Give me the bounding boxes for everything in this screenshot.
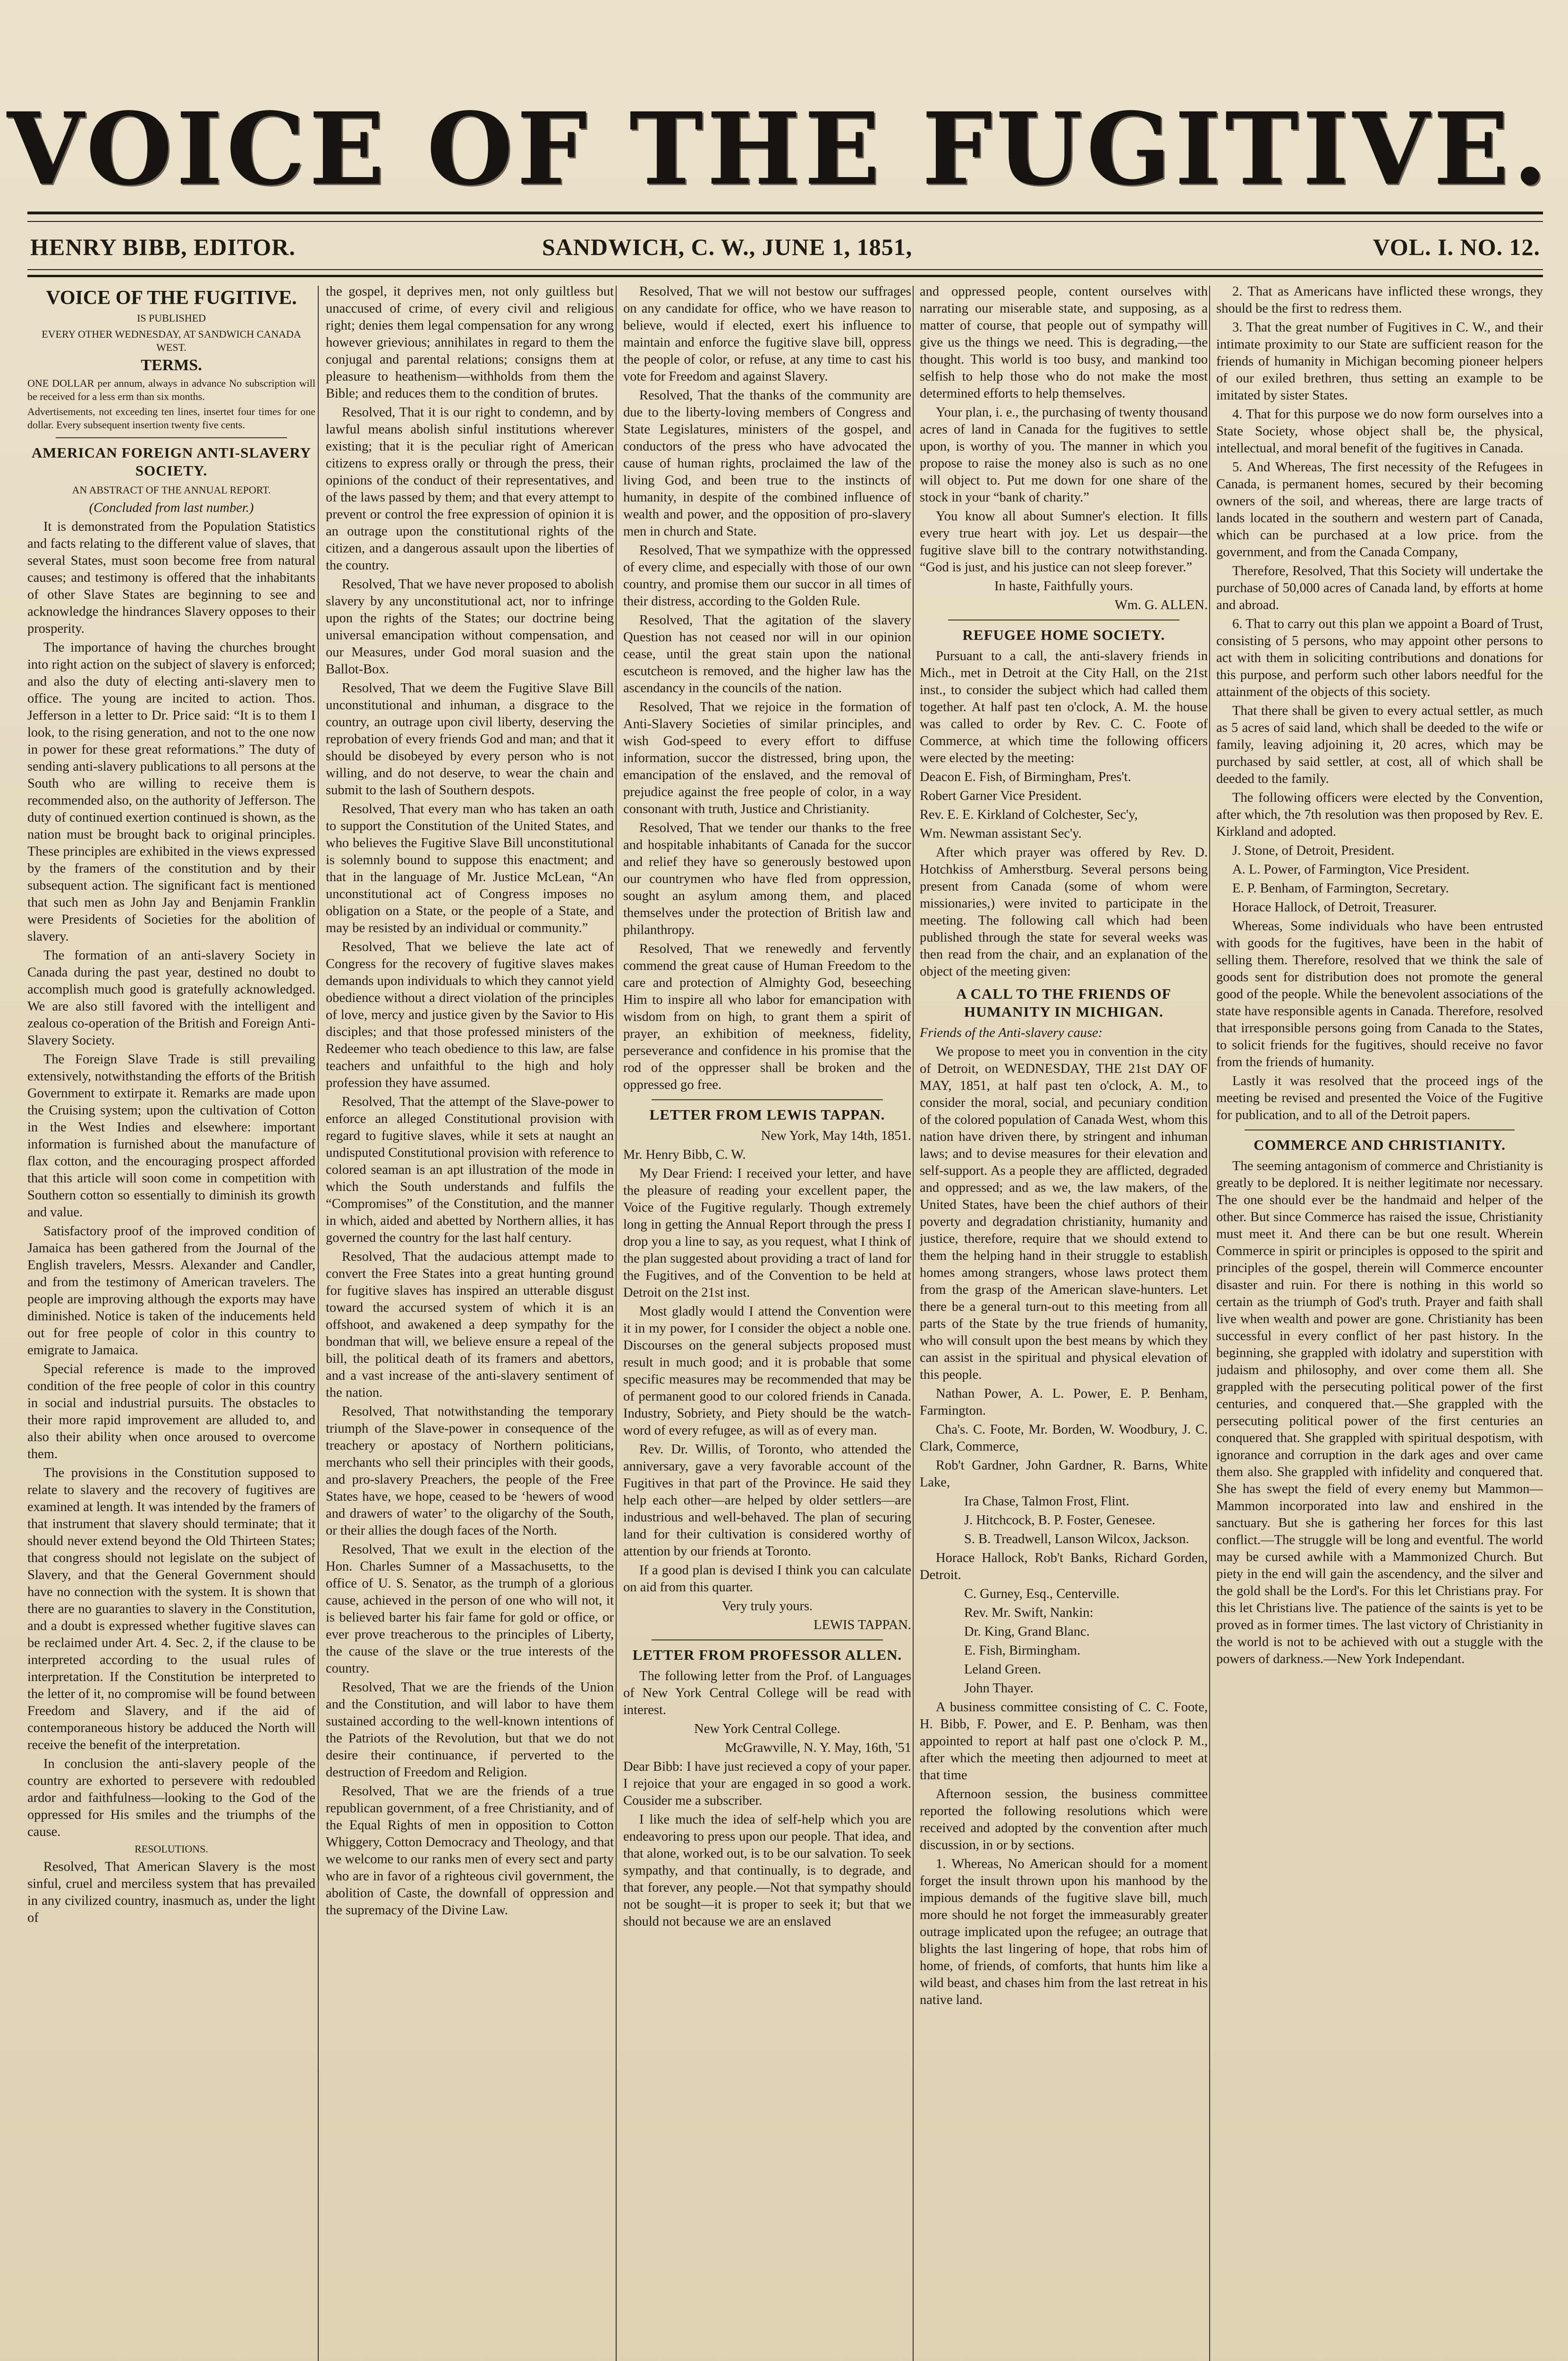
resolution: Resolved, That the audacious attempt made to convert the Free States into a great hunting ground for fugitive slaves has inspired an utterable disgust toward the accursed system of which it is an offshoot, and awakened a deep sympathy for the bondman that will, we believe ensure a repeal of the bill, the political death of its framers and abettors, and a vast increase of the anti-slavery sentiment of the nation.	[326, 1249, 614, 1400]
college-name: New York Central College.	[694, 1722, 840, 1736]
resolution: Resolved, That the thanks of the community are due to the liberty-loving members of Congress and State Legislatures, ministers of the gospel, and conductors of the press who have advocated the cause of human rights, proclaimed the law of the living God, and been true to the instincts of humanity, in despite of the combined influence of wealth and power, and the opposition of pro-slavery men in church and State.	[623, 388, 911, 539]
paragraph: Dear Bibb: I have just recieved a copy of your paper. I rejoice that your are engaged in so good a work. Cousider me a subscriber.	[623, 1759, 911, 1808]
letter-date: New York, May 14th, 1851.	[761, 1129, 911, 1143]
resolution: 2. That as Americans have inflicted these wrongs, they should be the first to redress them.	[1216, 284, 1543, 316]
letter-signature: Wm. G. ALLEN.	[1114, 598, 1208, 612]
resolution: Resolved, That notwithstanding the temporary triumph of the Slave-power in consequence of the treachery or apostacy of Northern politicians, merchants who sell their principles with their goods, and pro-slavery Preachers, the people of the Free States have, we hope, ceased to be ‘hewers of wood and drawers of water’ to the oligarchy of the South, or their allies the dough faces of the North.	[326, 1404, 614, 1538]
divider	[652, 1639, 883, 1640]
paragraph: The importance of having the churches brought into right action on the subject of slavery is enforced; and also the duty of electing anti-slavery men to office. The young are incited to action. Thos. Jefferson in a letter to Dr. Price said: “It is to them I look, to the rising generation, and not to the one now in power for these great reformations.” The duty of sending anti-slavery publications to all persons at the South who are willing to receive them is recommended also, on the authority of Jefferson. The duty of continued exertion continued is shown, as the nation must be brought back to original principles. These principles are exhibited in the views expressed by the framers of the constitution and by their subsequent action. The significant fact is mentioned that such men as John Jay and Benjamin Franklin were Presidents of Societies for the abolition of slavery.	[27, 640, 315, 944]
resolution: Resolved, That we renewedly and fervently commend the great cause of Human Freedom to the care and protection of Almighty God, beseeching Him to inspire all who labor for emancipation with wisdom from on high, to grant them a spirit of prayer, an exhibition of meekness, fidelity, perseverance and confidence in his promise that the rod of the oppresser shall be broken and the oppressed go free.	[623, 942, 911, 1092]
paragraph: After which prayer was offered by Rev. D. Hotchkiss of Amherstburg. Several persons being present from Canada (some of whom were missionaries,) were invited to participate in the meeting. The following call which had been published through the state for several weeks was then read from the chair, and an explanation of the object of the meeting given:	[920, 845, 1208, 979]
signatory-line: Horace Hallock, Rob't Banks, Richard Gorden, Detroit.	[920, 1551, 1208, 1582]
letter-title: LETTER FROM PROFESSOR ALLEN.	[632, 1647, 902, 1663]
signatory-line: E. Fish, Birmingham.	[964, 1643, 1081, 1658]
paragraph: In conclusion the anti-slavery people of the country are exhorted to persevere with redoubled ardor and faithfulness—looking to the God of the oppressed for His smiles and the triumphs of the cause.	[27, 1757, 315, 1839]
resolution: Resolved, That the attempt of the Slave-power to enforce an alleged Constitutional provision with regard to fugitive slaves, while it sets at naught an undisputed Constitutional provision with reference to colored seaman is an apt illustration of the mode in which the South understands and fulfils the “Compromises” of the Constitution, and the manner in which, aided and abetted by Northern allies, it has governed the country for the last half century.	[326, 1095, 614, 1245]
paragraph: Lastly it was resolved that the proceed ings of the meeting be revised and presented the Voice of the Fugitive for publication, and to all of the Detroit papers.	[1216, 1074, 1543, 1122]
paragraph: the gospel, it deprives men, not only guiltless but unaccused of crime, of every civil and religious right; denies them legal compensation for any wrong however grievious; annihilates in regard to them the conjugal and parental relations; consigns them at pleasure to heathenism—withholds from them the Bible; and reduces them to the condition of brutes.	[326, 284, 614, 401]
column-divider	[913, 286, 914, 2361]
resolution: Resolved, That the agitation of the slavery Question has not ceased nor will in our opinion cease, until the great stain upon the national escutcheon is removed, and the higher law has the ascendancy in the councils of the nation.	[623, 613, 911, 696]
paragraph: A business committee consisting of C. C. Foote, H. Bibb, F. Power, and E. P. Benham, was then appointed to report at half past one o'clock P. M., after which the meeting then adjourned to meet at that time	[920, 1700, 1208, 1783]
resolution: Resolved, That we rejoice in the formation of Anti-Slavery Societies of similar principles, and wish God-speed to every effort to diffuse information, succor the distressed, bring upon, the emancipation of the enslaved, and the removal of prejudice against the free people of color, in a way consonant with truth, Justice and Christianity.	[623, 700, 911, 816]
resolution: Resolved, That we have never proposed to abolish slavery by any unconstitutional act, nor to infringe upon the rights of the States; our doctrine being universal emancipation without compensation, and our Measures, under God moral suasion and the Ballot-Box.	[326, 577, 614, 677]
signatory-line: Nathan Power, A. L. Power, E. P. Benham, Farmington.	[920, 1386, 1208, 1418]
letter-signature: LEWIS TAPPAN.	[814, 1618, 911, 1632]
article-subtitle: AN ABSTRACT OF THE ANNUAL REPORT.	[72, 484, 271, 496]
paragraph: The seeming antagonism of commerce and Christianity is greatly to be deplored. It is neither legitimate nor necessary. The one should ever be the handmaid and helper of the other. But since Commerce has raised the issue, Christianity must meet it. And there can be but one result. Wherein Commerce in spirit or principles is opposed to the spirit and principles of the gospel, therein will Commerce encounter disaster and ruin. For there is nothing in this world so certain as the triumph of God's truth. Prayer and faith shall live when wealth and power are gone. Christianity has been successful in every conflict of her past history. In the beginning, she grappled with idolatry and superstition with judaism and philosophy, and over come them all. She grappled with the persecuting political power of the first centuries, and conquered that.—She grappled with the persecuting political power of the first centuries an conquered that. She grappled with spiritual despotism, with ignorance and corruption in the dark ages and over came them also. She grappled with infidelity and conquered that. She has swept the field of every enemy but Mammon—Mammon incorporated into law and enshired in the sanctuary. But she is gathering her forces for this last conflict.—The struggle will be long and eventful. The world may be cursed awhile with a Mammonized Church. But piety in the end will gain the ascendency, and the silver and the gold shall be the Lord's. For this let Christians pray. For this let Christians live. The patience of the saints is yet to be proved as in former times. The last victory of Christianity in the world is not to be achieved with out a stuggle with the powers of darkness.—New York Independant.	[1216, 1159, 1543, 1666]
column-divider	[1209, 286, 1210, 2361]
paragraph: If a good plan is devised I think you can calculate on aid from this quarter.	[623, 1563, 911, 1595]
paragraph: 1. Whereas, No American should for a moment forget the insult thrown upon his manhood by the impious demands of the fugitive slave bill, much more should he not forget the immeasurably greater outrage implicated upon the refugee; an outrage that blights the last lingering of hope, that robs him of home, of friends, of comforts, that hunts him like a wild beast, and chases him from the last retreat in his native land.	[920, 1857, 1208, 2007]
signatory-line: C. Gurney, Esq., Centerville.	[964, 1587, 1120, 1601]
resolution: 3. That the great number of Fugitives in C. W., and their intimate proximity to our State are sufficient reason for the friends of humanity in Michigan becoming pioneer helpers of our exiled brethren, thus setting an example to be imitated by sister States.	[1216, 320, 1543, 403]
resolution: Resolved, That it is our right to condemn, and by lawful means abolish sinful institutions wherever existing; that it is the peculiar right of American citizens to express orally or through the press, their opinions of the conduct of their representatives, and of the laws passed by them; and that every attempt to prevent or control the free expression of opinion it is an outrage upon the constitutional rights of the citizen, and a dangerous assault upon the liberties of the country.	[326, 405, 614, 573]
letter-title: LETTER FROM LEWIS TAPPAN.	[649, 1106, 885, 1123]
paragraph: You know all about Sumner's election. It fills every true heart with joy. Let us despair—the fugitive slave bill to the contrary notwithstanding. “God is just, and his justice can not sleep forever.”	[920, 509, 1208, 575]
signatory-line: J. Hitchcock, B. P. Foster, Genesee.	[964, 1513, 1155, 1528]
dateline-rule-thin	[27, 269, 1543, 270]
resolution: 4. That for this purpose we do now form ourselves into a State Society, whose object shall be, the physical, intellectual, and moral benefit of the fugitives in Canada.	[1216, 407, 1543, 456]
resolution: Resolved, That we are the friends of a true republican government, of a free Christianity, and of the Equal Rights of men in opposition to Cotton Whiggery, Cotton Democracy and Theology, and that we welcome to our ranks men of every sect and party who are in favor of a righteous civil government, the abolition of Caste, the downfall of oppression and the supremacy of the Divine Law.	[326, 1784, 614, 1918]
column-divider	[318, 286, 319, 2361]
paragraph: and oppressed people, content ourselves with narrating our miserable state, and supposing, as a matter of course, that people out of sympathy will give us the things we need. This is degrading,—the thought. This world is too busy, and mankind too selfish to help those who do not make the most determined efforts to help themselves.	[920, 284, 1208, 401]
paragraph: Resolved, That American Slavery is the most sinful, cruel and merciless system that has prevailed in any civilized country, inasmuch as, under the light of	[27, 1860, 315, 1925]
signatory-line: Leland Green.	[964, 1662, 1041, 1677]
paragraph: Whereas, Some individuals who have been entrusted with goods for the fugitives, have been in the habit of selling them. Therefore, resolved that we think the sale of goods sent for distribution does not promote the general good of the people. While the benevolent associations of the state have responsible agents in Canada. Therefore, resolved that irresponsible persons going from Canada to the States, to solicit friends for the fugitives, should receive no favor from the friends of humanity.	[1216, 919, 1543, 1070]
column-divider	[616, 286, 617, 2361]
officer-line: A. L. Power, of Farmington, Vice President.	[1232, 862, 1470, 877]
place-date: SANDWICH, C. W., JUNE 1, 1851,	[542, 234, 913, 260]
publication-title: VOICE OF THE FUGITIVE.	[46, 287, 297, 309]
terms-text: ONE DOLLAR per annum, always in advance No subscription will be received for a less erm than six months.	[27, 377, 315, 402]
signatory-line: S. B. Treadwell, Lanson Wilcox, Jackson.	[964, 1532, 1189, 1546]
paragraph: The formation of an anti-slavery Society in Canada during the past year, destined no doubt to accomplish much good is gratefully acknowledged. We are also still favored with the intelligent and zealous co-operation of the British and Foreign Anti-Slavery Society.	[27, 948, 315, 1048]
signatory-line: Ira Chase, Talmon Frost, Flint.	[964, 1494, 1129, 1509]
paragraph: Rev. Dr. Willis, of Toronto, who attended the anniversary, gave a very favorable account of the Fugitives in that part of the Province. He said they help each other—are helped by older settlers—are industrious and well-behaved. The plan of securing land for their cultivation is considered worthy of attention by our friends at Toronto.	[623, 1442, 911, 1559]
dateline-rule	[27, 275, 1543, 277]
officer-line: E. P. Benham, of Farmington, Secretary.	[1232, 881, 1449, 896]
column-2	[326, 283, 614, 2361]
masthead-rule-thin	[27, 221, 1543, 222]
officer-line: Deacon E. Fish, of Birmingham, Pres't.	[920, 770, 1131, 784]
officer-line: Robert Garner Vice President.	[920, 789, 1082, 803]
signatory-line: John Thayer.	[964, 1681, 1034, 1696]
officer-line: Rev. E. E. Kirkland of Colchester, Sec'y,	[920, 807, 1138, 822]
resolution: 6. That to carry out this plan we appoint a Board of Trust, consisting of 5 persons, who may appoint other persons to act with them in soliciting contributions and donations for this purpose, and perform such other labors needful for the attainment of the objects of this society.	[1216, 617, 1543, 699]
dateline	[27, 230, 1543, 263]
column-5	[1216, 283, 1543, 2361]
paragraph: Pursuant to a call, the anti-slavery friends in Mich., met in Detroit at the City Hall, on the 21st inst., to consider the subject which had called them together. At half past ten o'clock, A. M. the house was called to order by Rev. C. C. Foote of Commerce, at which time the following officers were elected by the meeting:	[920, 649, 1208, 765]
article-title: COMMERCE AND CHRISTIANITY.	[1254, 1137, 1506, 1153]
resolutions-heading: RESOLUTIONS.	[135, 1843, 208, 1855]
paragraph: We propose to meet you in convention in the city of Detroit, on WEDNESDAY, THE 21st DAY OF MAY, 1851, at half past ten o'clock, A. M., to consider the moral, social, and pecuniary condition of the colored population of Canada West, whom this nation have driven there, by stringent and inhuman laws; and to devise measures for their elevation and self-support. As a people they are afflicted, degraded and oppressed; and as we, the law makers, of the United States, have been the chief authors of their poverty and degradation christianity, humanity and justice, therefore, require that we should extend to them the helping hand in their struggle to establish homes among strangers, whose laws protect them from the grasp of the American slave-hunters. Let there be a general turn-out to this meeting from all parts of the State by the true friends of humanity, who will consult upon the best means by which they can assist in the spiritual and physical elevation of this people.	[920, 1045, 1208, 1382]
publication-schedule: EVERY OTHER WEDNESDAY, AT SANDWICH CANADA WEST.	[42, 328, 301, 353]
column-1	[27, 283, 315, 2361]
continuation-note: (Concluded from last number.)	[89, 501, 254, 515]
resolution: Resolved, That we will not bestow our suffrages on any candidate for office, who we have reason to believe, would if elected, exert his influence to maintain and enforce the fugitive slave bill, oppress the people of color, or refuse, at any time to cast his vote for Freedom and against Slavery.	[623, 284, 911, 384]
officer-line: Wm. Newman assistant Sec'y.	[920, 826, 1082, 841]
signatory-line: Cha's. C. Foote, Mr. Borden, W. Woodbury, J. C. Clark, Commerce,	[920, 1422, 1208, 1454]
masthead-rule	[27, 212, 1543, 214]
resolution: Resolved, That every man who has taken an oath to support the Constitution of the United States, and who believes the Fugitive Slave Bill unconstitutional is solemnly bound to suppose this enactment; and that in the language of Mr. Justice McLean, “An unconstitutional act of Congress imposes no obligation on a State, or the people of a State, and may be resisted by an individual or community.”	[326, 802, 614, 935]
resolution: Resolved, That we exult in the election of the Hon. Charles Sumner of a Massachusetts, to the office of U. S. Senator, as the trumph of a glorious cause, achieved in the person of one who will not, it is believed barter his fair fame for gold or office, or ever prove treacherous to the principles of Liberty, the cause of the slave or the true interests of the country.	[326, 1542, 614, 1676]
resolution: 5. And Whereas, The first necessity of the Refugees in Canada, is permanent homes, secured by their becoming owners of the soil, and whereas, there are large tracts of lands located in the southern and western part of Canada, which can be purchased at a low price. from the government, and from the Canada Company,	[1216, 460, 1543, 560]
salutation: Friends of the Anti-slavery cause:	[920, 1026, 1103, 1040]
resolution: Resolved, That we deem the Fugitive Slave Bill unconstitutional and inhuman, a disgrace to the country, an outrage upon civil liberty, deserving the reprobation of every friends God and man; and that it should be disobeyed by every person who is not willing, and do not deserve, to wear the chain and submit to the lash of Southern despots.	[326, 681, 614, 798]
letter-recipient: Mr. Henry Bibb, C. W.	[623, 1147, 746, 1162]
paragraph: The following letter from the Prof. of Languages of New York Central College will be read with interest.	[623, 1669, 911, 1717]
paragraph: It is demonstrated from the Population Statistics and facts relating to the different value of slaves, that several States, must soon become free from natural causes; and testimony is offered that the inhabitants of other Slave States are beginning to see and acknowledge the hindrances Slavery opposes to their prosperity.	[27, 519, 315, 636]
resolution: Resolved, That we tender our thanks to the free and hospitable inhabitants of Canada for the succor and relief they have so generously bestowed upon our countrymen who have fled from oppression, sought an asylum among them, and placed themselves under the protection of British law and philanthropy.	[623, 821, 911, 937]
paragraph: Most gladly would I attend the Convention were it in my power, for I consider the object a noble one. Discourses on the general subjects proposed must result in much good; and it is probable that some specific measures may be recommended that may be of permanent good to our colored friends in Canada. Industry, Sobriety, and Piety should be the watch-word of every refugee, as will as of every man.	[623, 1304, 911, 1438]
masthead-title: VOICE OF THE FUGITIVE.	[7, 90, 1551, 207]
resolution: That there shall be given to every actual settler, as much as 5 acres of said land, which shall be deeded to the wife or family, leaving adjoining it, 20 acres, which may be purchased by said settler, at cost, all of which shall be deeded to the family.	[1216, 704, 1543, 786]
section-title: A CALL TO THE FRIENDS OF HUMANITY IN MICHIGAN.	[956, 985, 1171, 1020]
paragraph: Special reference is made to the improved condition of the free people of color in this country in social and industrial pursuits. The obstacles to their more rapid improvement are alluded to, and also their ability when once aroused to overcome them.	[27, 1362, 315, 1461]
column-4	[920, 283, 1208, 2361]
terms-heading: TERMS.	[141, 357, 202, 374]
paragraph: The Foreign Slave Trade is still prevailing extensively, notwithstanding the efforts of the British Government to extirpate it. Remarks are made upon the Cruising system; upon the cultivation of Cotton in the West Indies and elsewhere: important information is furnished about the manufacture of flax cotton, and the encouraging prospect afforded that this article will soon come in competition with Southern cotton so essentially to diminish its growth and value.	[27, 1052, 315, 1220]
paragraph: The provisions in the Constitution supposed to relate to slavery and the recovery of fugitives are examined at length. It was intended by the framers of that instrument that slavery should terminate; that it should never extend beyond the Old Thirteen States; that congress should not legislate on the subject of Slavery, and that the General Government should have no connection with the system. It is shown that there are no guaranties to slavery in the Constitution, and a doubt is expressed whether fugitive slaves can be reclaimed under Art. 4. Sec. 2, if the clause to be interpreted according to the usual rules of interpretation. If the Constitution be interpreted to the letter of it, no compromise will be found between Freedom and Slavery, and if the aid of contemporaneous history be adduced the North will receive the benefit of the interpretation.	[27, 1466, 315, 1752]
column-3	[623, 283, 911, 2361]
officer-line: Horace Hallock, of Detroit, Treasurer.	[1232, 900, 1437, 915]
article-title: REFUGEE HOME SOCIETY.	[962, 627, 1165, 643]
paragraph: I like much the idea of self-help which you are endeavoring to press upon our people. That idea, and that alone, worked out, is to be our salvation. To seek sympathy, and that continually, is to degrade, and that forever, any people.—Not that sympathy should not be sought—it is proper to seek it; but that we should not because we are an enslaved	[623, 1812, 911, 1929]
signatory-line: Dr. King, Grand Blanc.	[964, 1624, 1090, 1639]
paragraph: Your plan, i. e., the purchasing of twenty thousand acres of land in Canada for the fugitives to settle upon, is worthy of you. The manner in which you propose to raise the money also is such as no one will object to. Put me down for one share of the stock in your “bank of charity.”	[920, 405, 1208, 505]
paragraph: My Dear Friend: I received your letter, and have the pleasure of reading your excellent paper, the Voice of the Fugitive regularly. Though extremely long in getting the Annual Report through the press I drop you a line to say, as you request, what I think of the plan suggested about providing a tract of land for the Fugitives, and of the Convention to be held at Detroit on the 21st inst.	[623, 1166, 911, 1300]
signatory-line: Rob't Gardner, John Gardner, R. Barns, White Lake,	[920, 1458, 1208, 1490]
editor-name: HENRY BIBB, EDITOR.	[30, 234, 296, 260]
paragraph: The following officers were elected by the Convention, after which, the 7th resolution was then proposed by Rev. E. Kirkland and adopted.	[1216, 790, 1543, 839]
volume-number: VOL. I. NO. 12.	[1373, 234, 1540, 260]
resolution: Resolved, That we are the friends of the Union and the Constitution, and will labor to have them sustained according to the well-known intentions of the Patriots of the Revolution, but that we do not desire their continuance, if perverted to the destruction of Freedom and Religion.	[326, 1680, 614, 1780]
letter-date: McGrawville, N. Y. May, 16th, '51	[725, 1741, 911, 1755]
letter-closing: Very truly yours.	[721, 1599, 813, 1614]
published-label: IS PUBLISHED	[136, 312, 206, 324]
article-title: AMERICAN FOREIGN ANTI-SLAVERY SOCIETY.	[31, 444, 312, 479]
resolution: Resolved, That we sympathize with the oppressed of every clime, and especially with those of our own country, and promise them our succor in all times of their distress, according to the Golden Rule.	[623, 543, 911, 609]
officer-line: J. Stone, of Detroit, President.	[1232, 843, 1395, 858]
divider	[652, 1099, 883, 1100]
paragraph: Afternoon session, the business committee reported the following resolutions which were received and adopted by the convention after much discussion, in or by sections.	[920, 1787, 1208, 1852]
paragraph: Satisfactory proof of the improved condition of Jamaica has been gathered from the Journal of the English travelers, Messrs. Alexander and Candler, and from the testimony of American travelers. The people are improving although the exports may have diminished. Notice is taken of the inducements held out for free people of color in this country to emigrate to Jamaica.	[27, 1224, 315, 1358]
advertising-terms: Advertisements, not exceeding ten lines, insertet four times for one dollar. Every subsequent insertion twenty five cents.	[27, 406, 315, 431]
letter-closing: In haste, Faithfully yours.	[994, 579, 1133, 594]
masthead	[7, 90, 1551, 208]
resolution: Resolved, That we believe the late act of Congress for the recovery of fugitive slaves makes demands upon individuals to which they cannot yield obedience without a direct violation of the principles of love, mercy and justice given by the Savior to His disciples; and that those professed ministers of the Redeemer who teach obedience to this law, are false teachers and unfaithful to the high and holy profession they have assumed.	[326, 940, 614, 1090]
resolution: Therefore, Resolved, That this Society will undertake the purchase of 50,000 acres of Canada land, by efforts at home and abroad.	[1216, 564, 1543, 612]
divider	[56, 437, 287, 438]
signatory-line: Rev. Mr. Swift, Nankin:	[964, 1605, 1093, 1620]
